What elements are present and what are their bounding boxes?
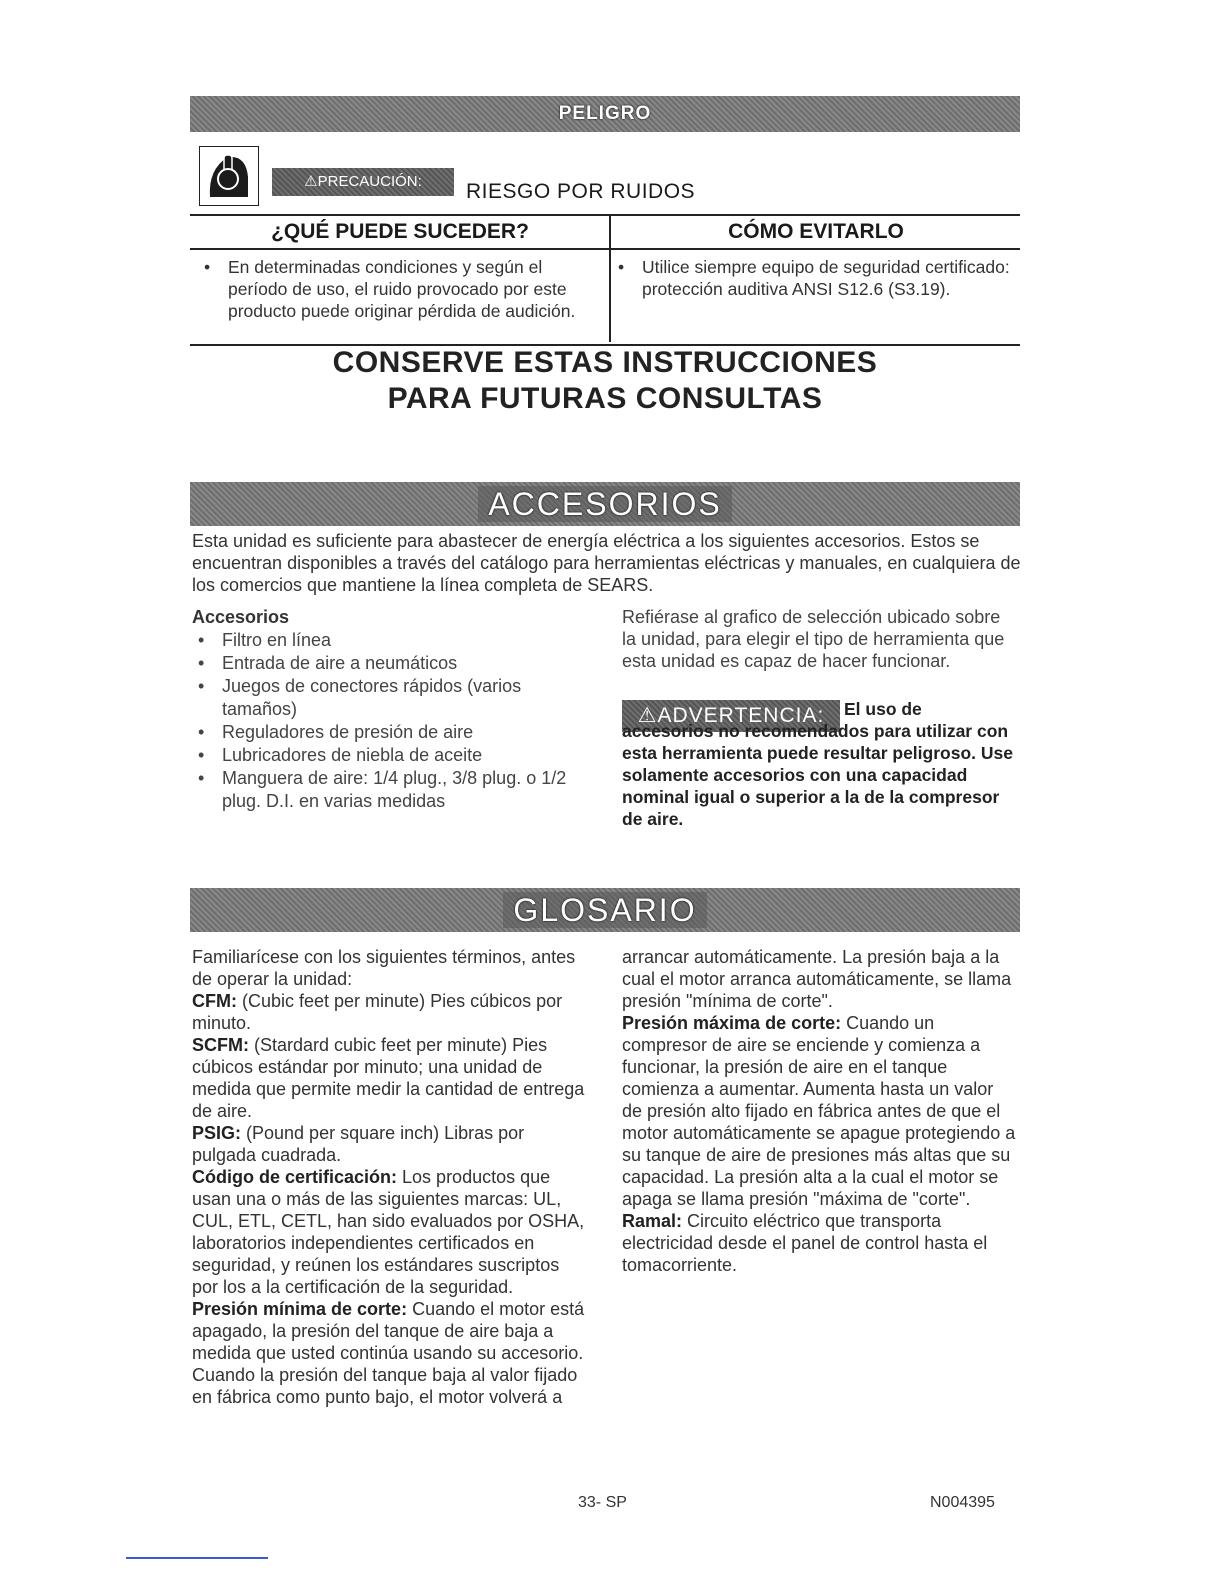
glosario-intro: Familiarícese con los siguientes términos, antes de operar la unidad: (192, 947, 576, 989)
peligro-banner (190, 96, 1020, 132)
list-item: • Entrada de aire a neumáticos (192, 652, 572, 675)
peligro-title: PELIGRO (558, 103, 652, 124)
table-header-rule (190, 248, 1020, 250)
glossary-def: Los productos que usan una o más de las siguientes marcas: UL, CUL, ETL, CETL, han sido evaluados por OSHA, laboratorios independientes certificados en seguridad, y reúnen los estándares suscriptos por los a la certificación de la seguridad. (192, 1167, 585, 1297)
list-item: • Filtro en línea (192, 629, 572, 652)
glosario-right-column (622, 946, 1017, 1276)
list-item: • Reguladores de presión de aire (192, 721, 572, 744)
document-code: N004395 (930, 1494, 995, 1511)
glosario-banner (190, 888, 1020, 932)
refer-text: Refiérase al grafico de selección ubicado sobre la unidad, para elegir el tipo de herramienta que esta unidad es capaz de hacer funcionar. (622, 607, 1005, 671)
glossary-def: (Cubic feet per minute) Pies cúbicos por minuto. (192, 991, 563, 1033)
accesorios-list-block (192, 606, 572, 813)
accesorios-title: ACCESORIOS (478, 486, 731, 522)
glossary-def: Cuando un compresor de aire se enciende y comienza a funcionar, la presión de aire en el tanque comienza a aumentar. Aumenta hasta un valor de presión alto fijado en fábrica antes de que el motor automáticamente se apague protegiendo a su tanque de aire de presiones más altas que su capacidad. La presión alta a la cual el motor se apaga se llama presión "máxima de "corte". (622, 1013, 1016, 1209)
glossary-def: Cuando el motor está apagado, la presión del tanque de aire baja a medida que usted continúa usando su accesorio. Cuando la presión del tanque baja al valor fijado en fábrica como punto bajo, el motor volverá a (192, 1299, 585, 1407)
list-item: • Juegos de conectores rápidos (varios tamaños) (192, 675, 572, 721)
glossary-term: Ramal: (622, 1211, 683, 1231)
conserve-line-2: PARA FUTURAS CONSULTAS (387, 382, 823, 415)
glossary-entry (192, 1122, 587, 1166)
glossary-entry (192, 990, 587, 1034)
glossary-term: Código de certificación: (192, 1167, 398, 1187)
advertencia-badge: ⚠ADVERTENCIA: (622, 700, 840, 732)
glossary-term: SCFM: (192, 1035, 249, 1055)
como-evitarlo-cell (608, 256, 1012, 300)
glossary-def: (Pound per square inch) Libras por pulgada cuadrada. (192, 1123, 525, 1165)
accesorios-list-heading: Accesorios (192, 607, 290, 627)
glossary-def: (Stardard cubic feet per minute) Pies cúbicos estándar por minuto; una unidad de medida que permite medir la cantidad de entrega de aire. (192, 1035, 585, 1121)
que-puede-cell (194, 256, 598, 322)
glossary-term: CFM: (192, 991, 237, 1011)
list-item: • Manguera de aire: 1/4 plug., 3/8 plug. o 1/2 plug. D.I. en varias medidas (192, 767, 572, 813)
que-puede-text: • En determinadas condiciones y según el período de uso, el ruido provocado por este producto puede originar pérdida de audición. (194, 256, 598, 322)
accesorios-list (192, 629, 572, 813)
glossary-entry (622, 1012, 1017, 1210)
glossary-term: PSIG: (192, 1123, 242, 1143)
riesgo-title: RIESGO POR RUIDOS (466, 180, 696, 203)
glossary-continuation: arrancar automáticamente. La presión baja a la cual el motor arranca automáticamente, se llama presión "mínima de corte". (622, 947, 1012, 1011)
col-header-que-puede: ¿QUÉ PUEDE SUCEDER? (271, 220, 529, 243)
glossary-entry (192, 1298, 587, 1408)
glossary-entry (192, 1034, 587, 1122)
page-number: 33- SP (578, 1494, 627, 1511)
accesorios-banner (190, 482, 1020, 526)
como-evitarlo-text: • Utilice siempre equipo de seguridad certificado: protección auditiva ANSI S12.6 (S3.19). (608, 256, 1012, 300)
glossary-def: Circuito eléctrico que transporta electricidad desde el panel de control hasta el tomacorriente. (622, 1211, 988, 1275)
advertencia-text: El uso de accesorios no recomendados para utilizar con esta herramienta puede resultar peligroso. Use solamente accesorios con una capacidad nominal igual o superior a la de la compresor de aire. (622, 699, 1013, 829)
glossary-term: Presión máxima de corte: (622, 1013, 842, 1033)
list-item: • Lubricadores de niebla de aceite (192, 744, 572, 767)
hearing-protection-icon (199, 146, 259, 206)
col-header-como-evitarlo: CÓMO EVITARLO (728, 220, 904, 243)
glossary-term: Presión mínima de corte: (192, 1299, 408, 1319)
accesorios-intro: Esta unidad es suficiente para abastecer de energía eléctrica a los siguientes accesorios. Estos se encuentran disponibles a través del catálogo para herramientas eléctricas y manuales, en cualquiera de los comercios que mantiene la línea completa de SEARS. (192, 531, 1021, 595)
precaucion-badge: ⚠PRECAUCIÓN: (272, 168, 454, 196)
conserve-line-1: CONSERVE ESTAS INSTRUCCIONES (332, 346, 878, 379)
glossary-entry (192, 1166, 587, 1298)
glossary-entry (622, 1210, 1017, 1276)
glosario-title: GLOSARIO (503, 892, 706, 928)
footer-rule (126, 1557, 268, 1559)
table-top-rule (190, 214, 1020, 216)
glosario-left-column (192, 946, 587, 1408)
advertencia-block (622, 700, 1017, 830)
